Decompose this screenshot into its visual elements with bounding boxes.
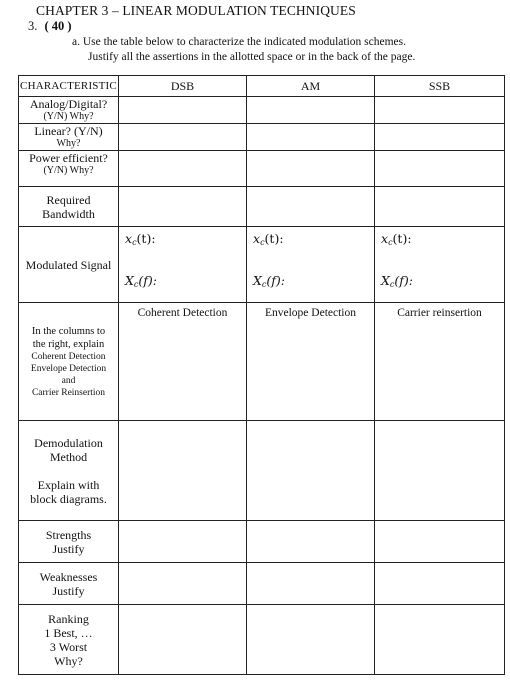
- label-bandwidth-1: Required: [46, 192, 91, 207]
- demod-label-2: Method: [49, 449, 88, 464]
- label-strengths: [19, 521, 119, 563]
- row-strengths: [19, 521, 505, 563]
- am-demod-heading: Envelope Detection: [264, 307, 356, 319]
- rank-label-2: 1 Best, …: [44, 625, 93, 640]
- label-linear-main: Linear? (Y/N): [34, 124, 103, 138]
- demod-label-4: block diagrams.: [30, 491, 107, 506]
- label-weaknesses: [19, 563, 119, 605]
- cell-ssb-power[interactable]: [375, 151, 505, 187]
- weak-label-2: Justify: [52, 583, 85, 598]
- instruction-line-2: Justify all the assertions in the allotted space or in the back of the page.: [88, 51, 416, 63]
- label-demodulation-method: [19, 421, 119, 521]
- cell-am-analog[interactable]: [247, 97, 375, 124]
- cell-am-weaknesses[interactable]: [247, 563, 375, 605]
- cell-am-linear[interactable]: [247, 124, 375, 151]
- row-explain-detection: [19, 303, 505, 421]
- ssb-demod-heading: Carrier reinsertion: [397, 307, 482, 319]
- am-time-signal-label: $x_c(t)$:: [253, 231, 284, 247]
- cell-am-bandwidth[interactable]: [247, 187, 375, 227]
- header-dsb: DSB: [119, 76, 247, 97]
- header-ssb: SSB: [375, 76, 505, 97]
- header-characteristic: CHARACTERISTIC: [19, 76, 119, 97]
- label-ranking: [19, 605, 119, 675]
- row-modulated-signal: [19, 227, 505, 303]
- characterization-table: [18, 75, 505, 675]
- question-points: ( 40 ): [44, 19, 72, 33]
- chapter-title: CHAPTER 3 – LINEAR MODULATION TECHNIQUES: [36, 3, 356, 18]
- row-bandwidth: [19, 187, 505, 227]
- cell-dsb-ranking[interactable]: [119, 605, 247, 675]
- ssb-freq-signal-label: $X_c(f)$:: [381, 273, 413, 289]
- cell-ssb-detection[interactable]: [375, 303, 505, 421]
- cell-dsb-detection[interactable]: [119, 303, 247, 421]
- cell-ssb-ranking[interactable]: [375, 605, 505, 675]
- table-header-row: [19, 76, 505, 97]
- row-ranking: [19, 605, 505, 675]
- explain-line-4: Envelope Detection: [30, 363, 107, 374]
- label-linear: [19, 124, 119, 151]
- cell-ssb-strengths[interactable]: [375, 521, 505, 563]
- header-am: AM: [247, 76, 375, 97]
- cell-dsb-linear[interactable]: [119, 124, 247, 151]
- cell-am-strengths[interactable]: [247, 521, 375, 563]
- row-linear: [19, 124, 505, 151]
- label-linear-sub: Why?: [56, 138, 81, 149]
- label-bandwidth-2: Bandwidth: [42, 206, 95, 221]
- label-power: [19, 151, 119, 187]
- cell-dsb-bandwidth[interactable]: [119, 187, 247, 227]
- cell-am-modulated[interactable]: [247, 227, 375, 303]
- strengths-label-1: Strengths: [45, 527, 92, 542]
- rank-label-1: Ranking: [48, 611, 89, 626]
- label-analog-digital-sub: (Y/N) Why?: [43, 111, 94, 122]
- explain-line-5: and: [61, 375, 76, 386]
- cell-am-demod-method[interactable]: [247, 421, 375, 521]
- rank-label-3: 3 Worst: [49, 639, 88, 654]
- cell-ssb-linear[interactable]: [375, 124, 505, 151]
- rank-label-4: Why?: [54, 653, 83, 668]
- label-explain-detection: [19, 303, 119, 421]
- explain-line-2: the right, explain: [32, 338, 105, 350]
- cell-am-ranking[interactable]: [247, 605, 375, 675]
- cell-am-power[interactable]: [247, 151, 375, 187]
- row-power: [19, 151, 505, 187]
- cell-dsb-demod-method[interactable]: [119, 421, 247, 521]
- cell-dsb-weaknesses[interactable]: [119, 563, 247, 605]
- instruction-line-1: a. Use the table below to characterize the indicated modulation schemes.: [72, 36, 407, 48]
- explain-line-6: Carrier Reinsertion: [31, 387, 106, 398]
- row-weaknesses: [19, 563, 505, 605]
- weak-label-1: Weaknesses: [39, 569, 98, 584]
- strengths-label-2: Justify: [52, 541, 85, 556]
- cell-ssb-demod-method[interactable]: [375, 421, 505, 521]
- cell-dsb-power[interactable]: [119, 151, 247, 187]
- label-analog-digital-main: Analog/Digital?: [29, 97, 108, 111]
- label-analog-digital: [19, 97, 119, 124]
- ssb-time-signal-label: $x_c(t)$:: [381, 231, 412, 247]
- label-bandwidth: [19, 187, 119, 227]
- dsb-time-signal-label: $x_c(t)$:: [125, 231, 156, 247]
- am-freq-signal-label: $X_c(f)$:: [253, 273, 285, 289]
- label-modulated-signal: Modulated Signal: [19, 227, 119, 303]
- explain-line-3: Coherent Detection: [31, 351, 106, 362]
- row-demodulation-method: [19, 421, 505, 521]
- cell-dsb-strengths[interactable]: [119, 521, 247, 563]
- question-index: 3.: [28, 19, 38, 33]
- row-analog-digital: [19, 97, 505, 124]
- explain-line-1: In the columns to: [31, 325, 106, 337]
- cell-dsb-analog[interactable]: [119, 97, 247, 124]
- dsb-demod-heading: Coherent Detection: [137, 307, 228, 319]
- cell-ssb-modulated[interactable]: [375, 227, 505, 303]
- label-power-sub: (Y/N) Why?: [43, 165, 94, 176]
- cell-ssb-analog[interactable]: [375, 97, 505, 124]
- demod-label-1: Demodulation: [34, 435, 103, 450]
- demod-label-3: Explain with: [37, 477, 100, 492]
- cell-ssb-bandwidth[interactable]: [375, 187, 505, 227]
- question-number: [28, 19, 72, 34]
- cell-dsb-modulated[interactable]: [119, 227, 247, 303]
- dsb-freq-signal-label: $X_c(f)$:: [125, 273, 157, 289]
- cell-am-detection[interactable]: [247, 303, 375, 421]
- label-power-main: Power efficient?: [29, 151, 108, 165]
- cell-ssb-weaknesses[interactable]: [375, 563, 505, 605]
- instructions: [72, 35, 415, 65]
